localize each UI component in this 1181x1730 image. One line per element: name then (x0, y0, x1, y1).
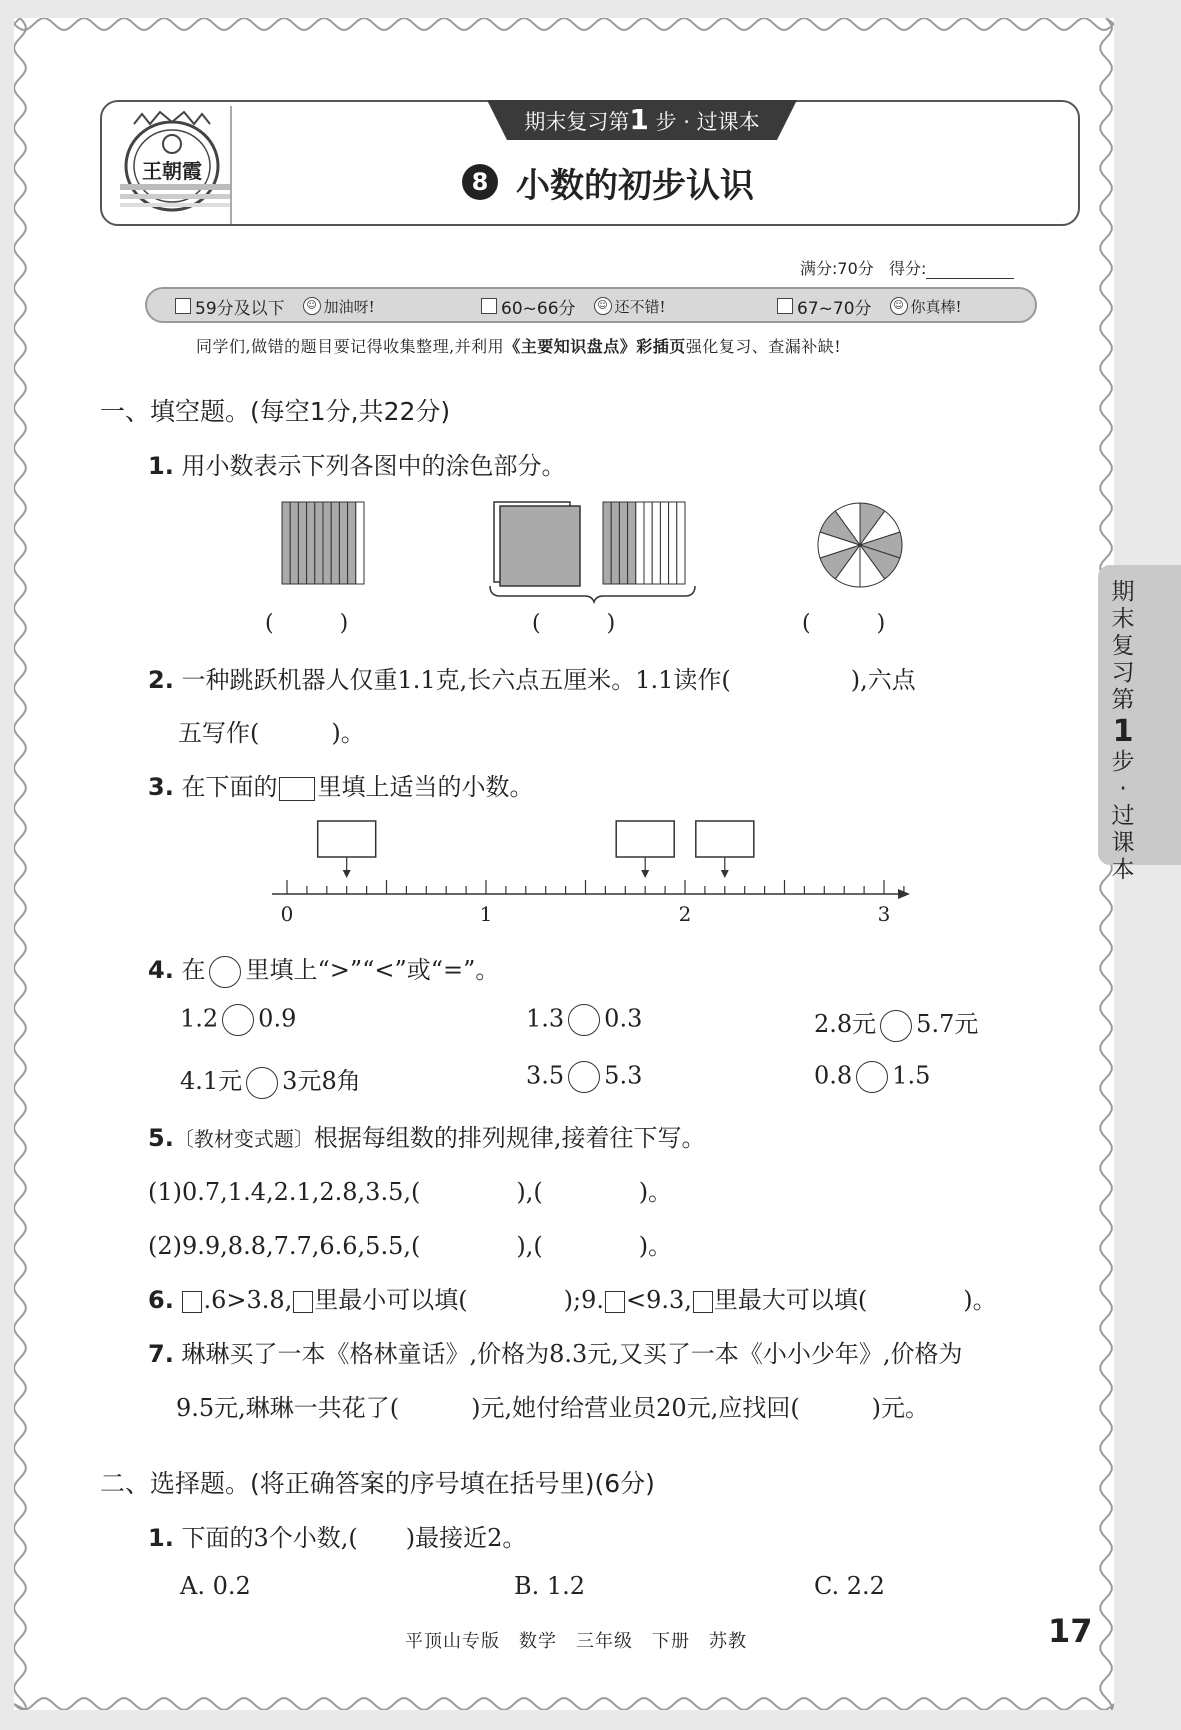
box-symbol-icon (182, 1291, 202, 1313)
question-2-line2: 五写作( )。 (178, 719, 365, 747)
answer-box[interactable] (696, 821, 754, 857)
level-message: 还不错! (614, 297, 666, 316)
section2-title: 二、选择题。(将正确答案的序号填在括号里)(6分) (100, 1469, 655, 1498)
pointer-arrow (641, 870, 649, 878)
level-message: 加油呀! (323, 297, 375, 316)
answer-blank-1[interactable]: ( ) (265, 611, 349, 636)
banner-pre: 期末复习第 (524, 110, 630, 134)
question-number: 6. (148, 1286, 174, 1314)
question-text: 下面的3个小数,( )最接近2。 (181, 1524, 527, 1552)
face-icon: ☺ (303, 297, 321, 315)
notice-book: 《主要知识盘点》彩插页 (504, 337, 686, 356)
compare-circle[interactable] (246, 1067, 278, 1099)
compare-item (814, 1061, 930, 1093)
question-text: 琳琳买了一本《格林童话》,价格为8.3元,又买了一本《小小少年》,价格为 (181, 1340, 963, 1368)
question-6 (148, 1280, 997, 1315)
question-number: 3. (148, 773, 174, 801)
logo-text: 王朝霞 (142, 159, 202, 183)
compare-right: 1.5 (892, 1061, 931, 1090)
tick-label: 2 (678, 902, 692, 926)
question-text: 在 (181, 956, 206, 984)
compare-left: 4.1元 (180, 1067, 243, 1095)
answer-box[interactable] (318, 821, 376, 857)
score-label: 得分: (889, 259, 927, 278)
box-symbol-icon (293, 1291, 313, 1313)
choice-question-1 (148, 1518, 526, 1553)
tick-label: 1 (479, 902, 493, 926)
question-text: 用小数表示下列各图中的涂色部分。 (181, 452, 566, 480)
pointer-arrow (721, 870, 729, 878)
option-b[interactable]: B. 1.2 (514, 1572, 586, 1600)
question-text: 里填上“>”“<”或“=”。 (245, 956, 500, 984)
compare-circle[interactable] (568, 1004, 600, 1036)
answer-box[interactable] (616, 821, 674, 857)
question-5-part1: (1)0.7,1.4,2.1,2.8,3.5,( ),( )。 (148, 1178, 673, 1206)
banner-post: 步 · 过课本 (655, 110, 760, 134)
section-number-badge: 8 (462, 164, 498, 200)
pointer-arrow (343, 870, 351, 878)
question-text: 里填上适当的小数。 (317, 773, 534, 801)
question-text: 一种跳跃机器人仅重1.1克,长六点五厘米。1.1读作( ),六点 (181, 666, 916, 694)
tick-label: 0 (280, 902, 294, 926)
face-icon: ☺ (594, 297, 612, 315)
compare-left: 3.5 (526, 1061, 565, 1090)
section1-title: 一、填空题。(每空1分,共22分) (100, 397, 451, 426)
question-number: 1. (148, 1524, 174, 1552)
compare-item (180, 1004, 296, 1036)
compare-right: 5.7元 (916, 1010, 979, 1038)
compare-circle[interactable] (880, 1010, 912, 1042)
question-text: <9.3, (626, 1286, 692, 1314)
option-c[interactable]: C. 2.2 (814, 1572, 885, 1600)
question-text: .6>3.8, (203, 1286, 293, 1314)
title-text: 小数的初步认识 (516, 165, 754, 206)
compare-right: 5.3 (604, 1061, 643, 1090)
question-number: 1. (148, 452, 174, 480)
question-text: 根据每组数的排列规律,接着往下写。 (313, 1124, 706, 1152)
notice-pre: 同学们,做错的题目要记得收集整理,并利用 (196, 337, 505, 356)
question-7-line2: 9.5元,琳琳一共花了( )元,她付给营业员20元,应找回( )元。 (176, 1394, 930, 1422)
face-icon: ☺ (890, 297, 908, 315)
question-number: 5. (148, 1124, 174, 1152)
level-range: 59分及以下 (195, 298, 285, 319)
question-5 (148, 1118, 705, 1153)
compare-item (814, 1004, 978, 1042)
answer-blank-3[interactable]: ( ) (802, 611, 886, 636)
footer-text: 平顶山专版 数学 三年级 下册 苏教 (405, 1631, 747, 1652)
compare-circle[interactable] (568, 1061, 600, 1093)
question-number: 4. (148, 956, 174, 984)
question-text: 在下面的 (181, 773, 278, 801)
compare-left: 2.8元 (814, 1010, 877, 1038)
level-range: 67~70分 (797, 298, 872, 319)
circle-symbol-icon (209, 956, 241, 988)
tick-label: 3 (877, 902, 891, 926)
compare-right: 3元8角 (282, 1067, 361, 1095)
level-range: 60~66分 (501, 298, 576, 319)
option-a[interactable]: A. 0.2 (180, 1572, 251, 1600)
question-text: 里最大可以填( )。 (713, 1286, 997, 1314)
side-text-2: 步·过课本 (1111, 749, 1135, 883)
page-number: 17 (1048, 1612, 1093, 1650)
question-5-part2: (2)9.9,8.8,7.7,6.6,5.5,( ),( )。 (148, 1232, 673, 1260)
side-tab-label (1098, 579, 1148, 884)
banner-step-number: 1 (629, 103, 649, 136)
compare-item (526, 1004, 642, 1036)
notice-post: 强化复习、查漏补缺! (685, 337, 842, 356)
box-symbol-icon (693, 1291, 713, 1313)
question-4 (148, 950, 499, 988)
side-tab (1098, 565, 1181, 883)
side-text-1: 期末复习第 (1111, 579, 1135, 713)
number-line-marks (272, 821, 910, 926)
question-number: 7. (148, 1340, 174, 1368)
compare-item (526, 1061, 642, 1093)
compare-circle[interactable] (222, 1004, 254, 1036)
compare-right: 0.9 (258, 1004, 297, 1033)
side-step-number: 1 (1112, 714, 1134, 749)
question-7 (148, 1334, 963, 1369)
box-symbol-icon (605, 1291, 625, 1313)
compare-circle[interactable] (856, 1061, 888, 1093)
compare-left: 0.8 (814, 1061, 853, 1090)
full-score: 满分:70分 (800, 259, 874, 278)
compare-left: 1.3 (526, 1004, 565, 1033)
question-text: 里最小可以填( );9. (314, 1286, 604, 1314)
compare-right: 0.3 (604, 1004, 643, 1033)
question-number: 2. (148, 666, 174, 694)
question-tag: 〔教材变式题〕 (173, 1127, 314, 1151)
compare-item (180, 1061, 361, 1099)
level-message: 你真棒! (910, 297, 962, 316)
answer-blank-2[interactable]: ( ) (532, 611, 616, 636)
compare-left: 1.2 (180, 1004, 219, 1033)
